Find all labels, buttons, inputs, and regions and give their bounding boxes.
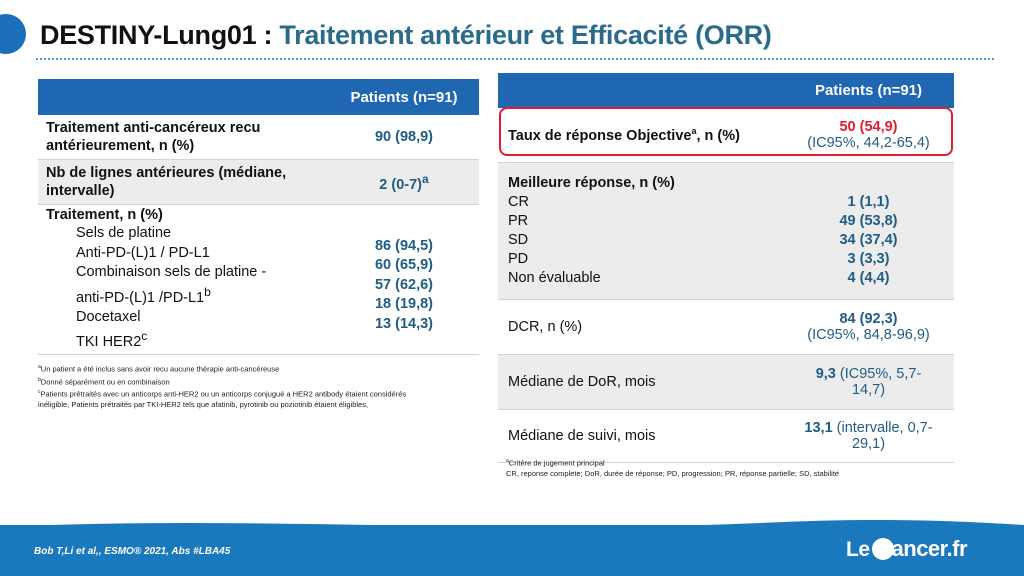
row-label: Médiane de suivi, mois (498, 410, 783, 463)
sub-label: Combinaison sels de platine - (76, 264, 267, 280)
table-header-row (38, 79, 479, 115)
footnote: CR, reponse complete; DoR, durée de réponse; PD, progression; PR, réponse partielle; SD, stabilité (506, 468, 840, 478)
row-value: 4 (4,4) (847, 270, 890, 286)
sub-label: SD (508, 232, 529, 248)
treatment-cell (38, 205, 329, 355)
best-response-cell (498, 163, 783, 300)
footnote: $^b$Donné séparément ou en combinaison (38, 376, 170, 386)
sub-label: PD (508, 251, 529, 267)
row-value: 34 (37,4) (839, 232, 898, 248)
followup-value: 13,1 (intervalle, 0,7- 29,1) (783, 410, 954, 463)
dcr-value: 84 (92,3) (IC95%, 84,8-96,9) (783, 300, 954, 355)
footnote-marker: c (141, 329, 148, 344)
sub-label: anti-PD-(L)1 /PD-L1$^b$ (76, 284, 211, 306)
lecancer-logo[interactable]: Le ancer.fr (846, 536, 968, 561)
column-header: Patients (n=91) (783, 73, 954, 108)
row-value: 49 (53,8) (839, 213, 898, 229)
footnote: $^a$Un patient a été inclus sans avoir recu aucune thérapie anti-cancéreuse (38, 364, 280, 374)
table-row (498, 355, 954, 410)
title-study: DESTINY-Lung01 : (40, 20, 280, 50)
logo-circle-icon (872, 538, 894, 560)
table-row (498, 410, 954, 463)
sub-label: Docetaxel (76, 308, 141, 325)
left-footnotes (38, 362, 478, 410)
sub-label: CR (508, 194, 529, 210)
row-label: Nb de lignes antérieures (médiane, intervalle) (38, 160, 329, 205)
footnote-marker: b (204, 284, 211, 299)
table-header-row (498, 73, 954, 108)
table-row (38, 115, 479, 160)
title-divider (36, 58, 994, 60)
row-value: 13 (14,3) (374, 315, 434, 332)
footnote: $^c$Patients prétraités avec un anticorps anti-HER2 ou un anticorps conjugué a HER2 antibody étaient considérés (38, 389, 407, 399)
table-row (498, 163, 954, 300)
column-header: Patients (n=91) (329, 79, 479, 115)
footnote: $^a$Critère de jugement principal (506, 458, 605, 468)
orr-label: Taux de réponse Objective$^a$, n (%) (498, 108, 783, 163)
row-label: Meilleure réponse, n (%) (508, 175, 675, 191)
row-label: DCR, n (%) (498, 300, 783, 355)
table-row (38, 160, 479, 205)
footnote: inéligible, Patients prétraités par TKI-HER2 tels que afatinib, pyrotinib ou poziotinib étaient éligibles, (38, 399, 369, 409)
orr-highlight-box (499, 107, 953, 156)
row-value: 18 (19,8) (374, 296, 434, 313)
row-label: Traitement, n (%) (46, 207, 163, 223)
table-row (498, 300, 954, 355)
sub-label: TKI HER2$^c$ (76, 329, 148, 351)
prior-treatment-table (38, 79, 479, 355)
row-value: 86 (94,5) (374, 237, 434, 254)
table-row (38, 205, 479, 355)
best-response-values (783, 163, 954, 300)
sub-label: Anti-PD-(L)1 / PD-L1 (76, 244, 210, 261)
citation: Bob T,Li et al,, ESMO® 2021, Abs #LBA45 (34, 546, 231, 557)
row-value: 57 (62,6) (374, 276, 434, 293)
sub-label: Non évaluable (508, 270, 601, 286)
sub-label: PR (508, 213, 529, 229)
row-value: 1 (1,1) (847, 194, 890, 210)
title-accent-shape (0, 14, 26, 54)
row-label: Traitement anti-cancéreux recu antérieurement, n (%) (38, 115, 329, 160)
title-topic: Traitement antérieur et Efficacité (ORR) (279, 20, 772, 50)
row-value: 3 (3,3) (847, 251, 890, 267)
orr-value: 50 (54,9) (IC95%, 44,2-65,4) (783, 108, 954, 163)
treatment-values (329, 205, 479, 355)
footnote-marker: a (422, 171, 429, 186)
slide-title (40, 20, 772, 51)
row-value: 90 (98,9) (329, 115, 479, 160)
row-value: 2 $(0-7)^a$ (329, 160, 479, 205)
row-value: 60 (65,9) (374, 257, 434, 274)
row-label: Médiane de DoR, mois (498, 355, 783, 410)
dor-value: 9,3 (IC95%, 5,7- 14,7) (783, 355, 954, 410)
sub-label: Sels de platine (76, 225, 172, 241)
right-footnotes (506, 456, 956, 479)
